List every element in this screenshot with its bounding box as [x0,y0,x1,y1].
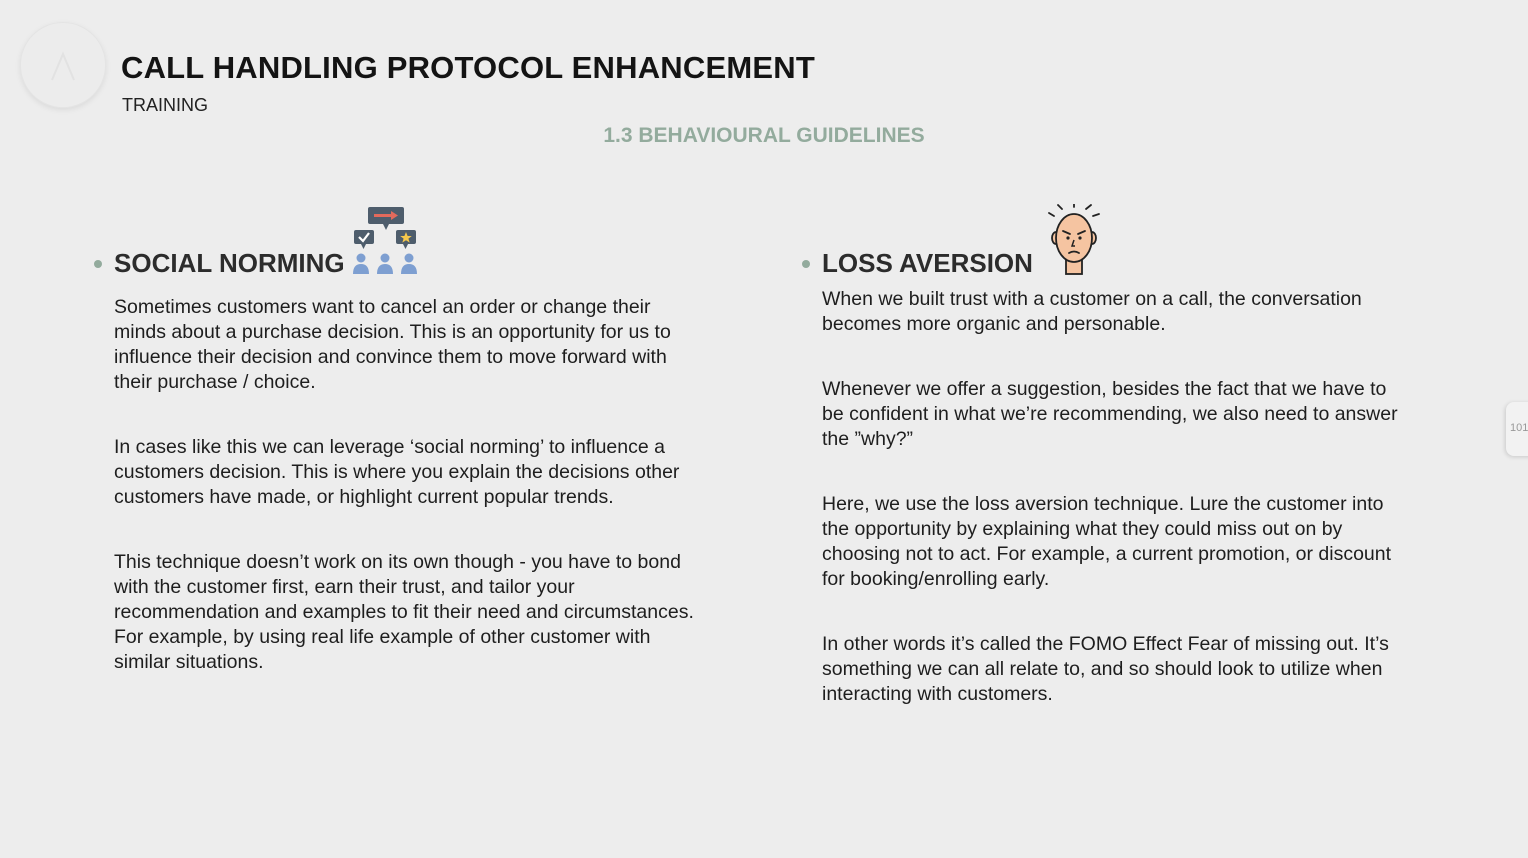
social-group-icon [352,204,422,276]
social-norming-heading-row [94,200,694,280]
loss-aversion-text [822,287,1412,747]
paragraph: When we built trust with a customer on a call, the conversation becomes more organic and personable. [822,288,1362,335]
page-title: CALL HANDLING PROTOCOL ENHANCEMENT [121,50,815,85]
stressed-man-icon [1042,204,1106,278]
bullet-icon [94,260,102,268]
paragraph: Whenever we offer a suggestion, besides the fact that we have to be confident in what we’re recommending, we also need to answer the ”why?” [822,378,1398,450]
page-subtitle: TRAINING [122,95,209,115]
logo-mark-icon [20,22,106,108]
section-title: 1.3 BEHAVIOURAL GUIDELINES [603,124,925,147]
loss-aversion-heading-row [802,200,1412,280]
paragraph: This technique doesn’t work on its own though - you have to bond with the customer first, earn their trust, and tailor your recommendation and examples to fit their need and circumstances. For example, by using real life example of other customer with similar situations. [114,551,694,673]
page-number-tab[interactable] [1506,402,1528,456]
social-norming-text [114,295,694,715]
social-norming-heading: SOCIAL NORMING [114,248,345,278]
paragraph: In other words it’s called the FOMO Effect Fear of missing out. It’s something we can all relate to, and so should look to utilize when interacting with customers. [822,633,1389,705]
bullet-icon [802,260,810,268]
loss-aversion-heading: LOSS AVERSION [822,248,1033,278]
social-norming-column [94,200,694,673]
paragraph: Here, we use the loss aversion technique. Lure the customer into the opportunity by explaining what they could miss out on by choosing not to act. For example, a current promotion, or discount for booking/enrolling early. [822,493,1392,590]
page-number: 101 [1510,422,1528,434]
logo [20,22,106,108]
paragraph: Sometimes customers want to cancel an order or change their minds about a purchase decision. This is an opportunity for us to influence their decision and convince them to move forward with their purchase / choice. [114,296,671,393]
paragraph: In cases like this we can leverage ‘social norming’ to influence a customers decision. This is where you explain the decisions other customers have made, or highlight current popular trends. [114,436,680,508]
loss-aversion-column [802,200,1412,705]
